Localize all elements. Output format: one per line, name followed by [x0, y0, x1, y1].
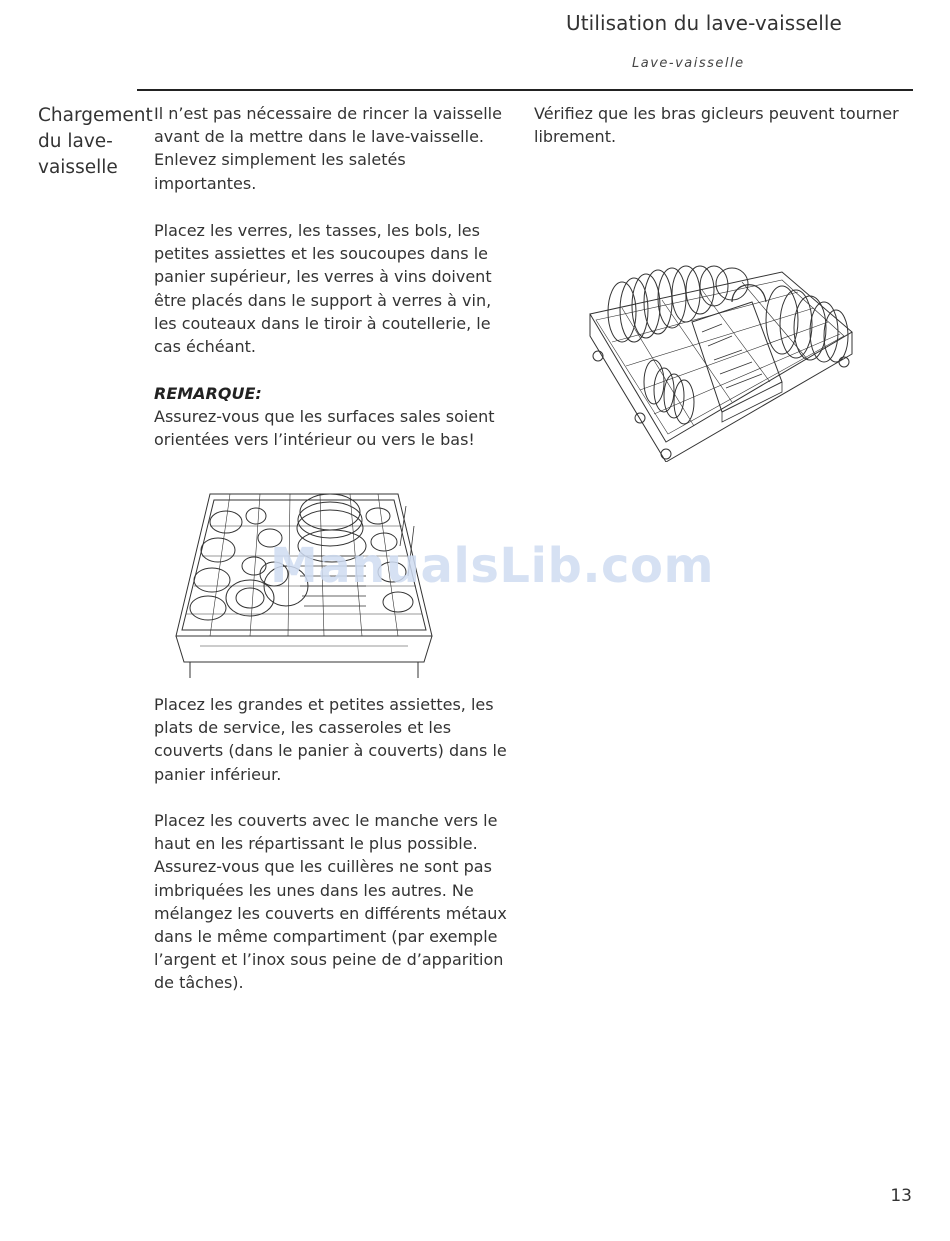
paragraph-text: Placez les verres, les tasses, les bols, les petites assiettes et les soucoupes dans le panier supérieur, les verres à vins doivent être placés dans le support à verres à vin, les couteaux dans le tiroir à coutellerie, le cas échéant. [154, 221, 492, 357]
lower-rack-illustration [582, 262, 858, 462]
paragraph-rinse [154, 102, 512, 195]
note-block [154, 382, 512, 452]
paragraph-text: Placez les grandes et petites assiettes, les plats de service, les casseroles et les couverts (dans le panier à couverts) dans le panier inférieur. [154, 695, 507, 784]
paragraph-text: Placez les couverts avec le manche vers le haut en les répartissant le plus possible. Assurez-vous que les cuillères ne sont pas imbriquées les unes dans les autres. Ne mélangez les couverts en différents métaux dans le même compartiment (par exemple l’argent et l’inox sous peine de d’apparition de tâches). [154, 811, 507, 993]
note-text: Assurez-vous que les surfaces sales soient orientées vers l’intérieur ou vers le bas! [154, 407, 495, 450]
paragraph-upper-rack [154, 219, 512, 358]
paragraph-lower-rack [154, 693, 512, 786]
paragraph-cutlery [154, 809, 512, 995]
section-title: Chargement du lave-vaisselle [38, 105, 153, 178]
upper-rack-illustration [170, 486, 438, 682]
note-label: REMARQUE: [154, 384, 262, 403]
watermark: ManualsLib.com [270, 538, 714, 594]
page-header-title: Utilisation du lave-vaisselle [566, 11, 842, 35]
page-number: 13 [890, 1186, 912, 1206]
paragraph-spray-arms [534, 102, 914, 148]
header-divider [137, 89, 913, 91]
paragraph-text: Il n’est pas nécessaire de rincer la vaisselle avant de la mettre dans le lave-vaisselle. Enlevez simplement les saletés importantes. [154, 104, 502, 193]
paragraph-text: Vérifiez que les bras gicleurs peuvent tourner librement. [534, 104, 899, 147]
page-header-subtitle: Lave-vaisselle [632, 56, 745, 71]
